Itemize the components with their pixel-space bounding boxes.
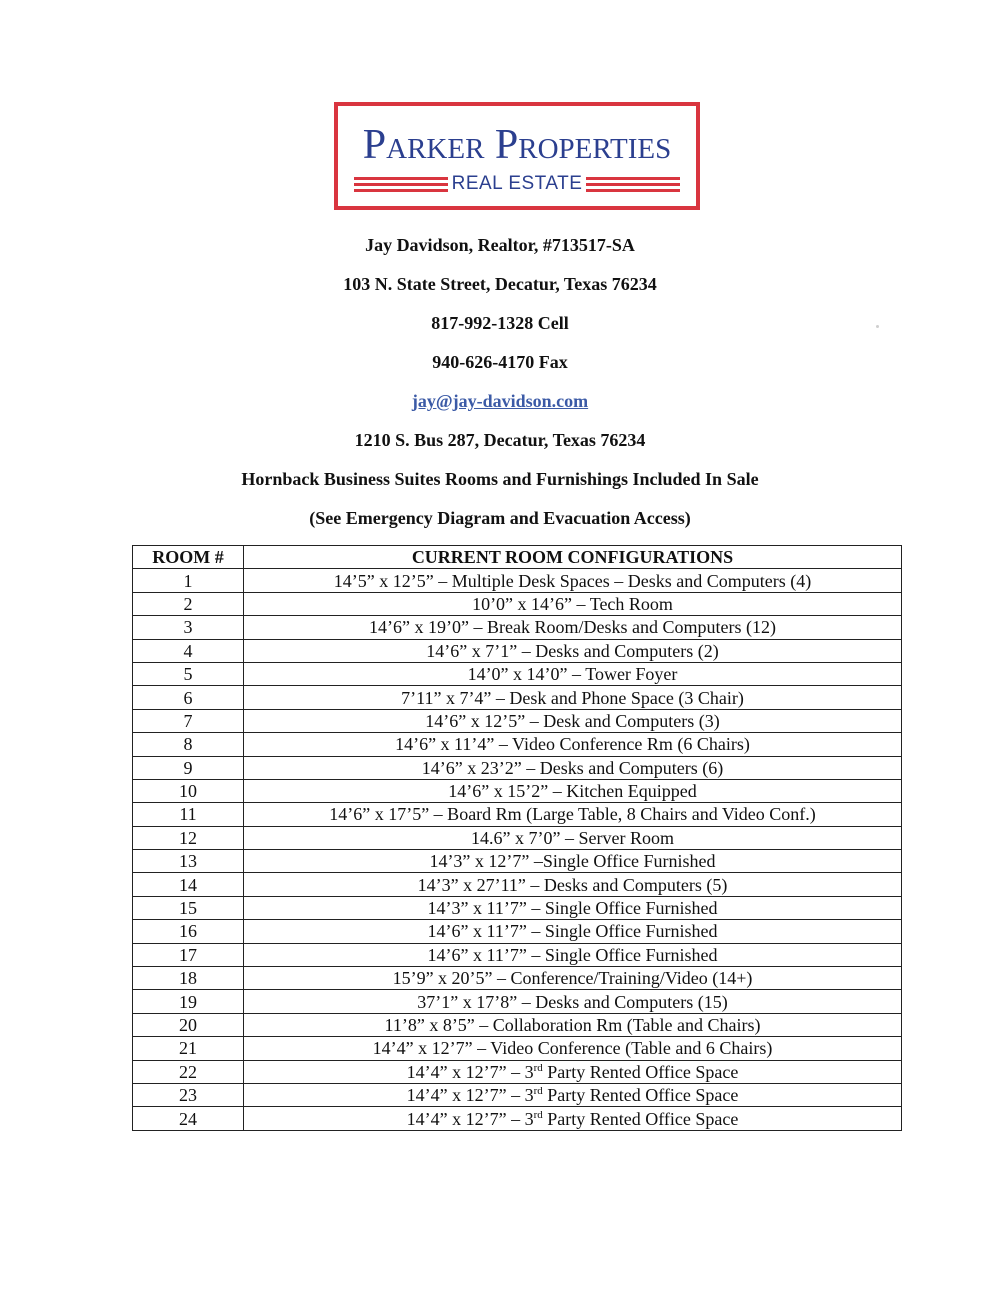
logo-tagline-row — [354, 172, 680, 196]
table-row — [133, 662, 902, 685]
room-number-cell: 24 — [133, 1107, 244, 1130]
room-number-cell: 20 — [133, 1013, 244, 1036]
table-row — [133, 1037, 902, 1060]
table-row — [133, 733, 902, 756]
room-configuration-cell: 14’6” x 11’7” – Single Office Furnished — [244, 920, 902, 943]
room-number-cell: 12 — [133, 826, 244, 849]
logo-stripes-left — [354, 177, 448, 192]
table-row — [133, 943, 902, 966]
room-number-cell: 3 — [133, 616, 244, 639]
room-number-cell: 2 — [133, 592, 244, 615]
table-row — [133, 709, 902, 732]
room-number-cell: 22 — [133, 1060, 244, 1083]
table-row — [133, 920, 902, 943]
room-number-cell: 15 — [133, 896, 244, 919]
room-configuration-cell: 14’0” x 14’0” – Tower Foyer — [244, 662, 902, 685]
room-configuration-cell: 14’3” x 12’7” –Single Office Furnished — [244, 850, 902, 873]
room-configuration-cell: 10’0” x 14’6” – Tech Room — [244, 592, 902, 615]
room-configuration-cell: 14’6” x 11’4” – Video Conference Rm (6 Chairs) — [244, 733, 902, 756]
table-header-row — [133, 546, 902, 569]
room-number-cell: 18 — [133, 967, 244, 990]
room-number-cell: 5 — [133, 662, 244, 685]
room-number-cell: 6 — [133, 686, 244, 709]
room-configuration-cell: 14’4” x 12’7” – 3rd Party Rented Office Space — [244, 1083, 902, 1106]
room-number-cell: 11 — [133, 803, 244, 826]
room-configuration-cell: 14’6” x 15’2” – Kitchen Equipped — [244, 779, 902, 802]
fax-number: 940-626-4170 Fax — [432, 352, 568, 372]
room-number-cell: 19 — [133, 990, 244, 1013]
room-configuration-cell: 14’3” x 27’11” – Desks and Computers (5) — [244, 873, 902, 896]
room-number-cell: 17 — [133, 943, 244, 966]
office-address: 103 N. State Street, Decatur, Texas 76234 — [343, 274, 657, 294]
table-row — [133, 850, 902, 873]
room-number-cell: 7 — [133, 709, 244, 732]
room-configuration-cell: 14’6” x 23’2” – Desks and Computers (6) — [244, 756, 902, 779]
table-row — [133, 1083, 902, 1106]
header-room-number: ROOM # — [133, 546, 244, 569]
header-configuration: CURRENT ROOM CONFIGURATIONS — [244, 546, 902, 569]
table-row — [133, 1107, 902, 1130]
logo-name: Parker Properties — [362, 122, 672, 168]
email-line — [0, 390, 1000, 412]
rooms-table — [132, 545, 902, 1131]
table-row — [133, 826, 902, 849]
room-configuration-cell: 14.6” x 7’0” – Server Room — [244, 826, 902, 849]
room-configuration-cell: 14’3” x 11’7” – Single Office Furnished — [244, 896, 902, 919]
room-number-cell: 13 — [133, 850, 244, 873]
room-configuration-cell: 14’6” x 19’0” – Break Room/Desks and Computers (12) — [244, 616, 902, 639]
table-row — [133, 569, 902, 592]
table-row — [133, 756, 902, 779]
rooms-table-body — [133, 569, 902, 1130]
scan-speck — [876, 325, 879, 328]
table-row — [133, 686, 902, 709]
room-configuration-cell: 37’1” x 17’8” – Desks and Computers (15) — [244, 990, 902, 1013]
room-configuration-cell: 14’4” x 12’7” – Video Conference (Table and 6 Chairs) — [244, 1037, 902, 1060]
room-configuration-cell: 14’6” x 11’7” – Single Office Furnished — [244, 943, 902, 966]
room-number-cell: 8 — [133, 733, 244, 756]
room-number-cell: 10 — [133, 779, 244, 802]
room-number-cell: 16 — [133, 920, 244, 943]
room-configuration-cell: 7’11” x 7’4” – Desk and Phone Space (3 Chair) — [244, 686, 902, 709]
table-row — [133, 1060, 902, 1083]
table-row — [133, 990, 902, 1013]
table-row — [133, 616, 902, 639]
document-title: Hornback Business Suites Rooms and Furnishings Included In Sale — [241, 469, 759, 489]
room-configuration-cell: 14’6” x 17’5” – Board Rm (Large Table, 8 Chairs and Video Conf.) — [244, 803, 902, 826]
room-number-cell: 21 — [133, 1037, 244, 1060]
table-row — [133, 1013, 902, 1036]
logo-stripes-right — [586, 177, 680, 192]
room-configuration-cell: 15’9” x 20’5” – Conference/Training/Video (14+) — [244, 967, 902, 990]
table-row — [133, 873, 902, 896]
document-note: (See Emergency Diagram and Evacuation Access) — [309, 508, 691, 528]
room-configuration-cell: 14’5” x 12’5” – Multiple Desk Spaces – Desks and Computers (4) — [244, 569, 902, 592]
room-number-cell: 14 — [133, 873, 244, 896]
room-number-cell: 4 — [133, 639, 244, 662]
room-configuration-cell: 11’8” x 8’5” – Collaboration Rm (Table and Chairs) — [244, 1013, 902, 1036]
realtor-name: Jay Davidson, Realtor, #713517-SA — [365, 235, 635, 255]
table-row — [133, 967, 902, 990]
table-row — [133, 896, 902, 919]
property-address: 1210 S. Bus 287, Decatur, Texas 76234 — [354, 430, 646, 450]
company-logo — [334, 102, 700, 210]
room-number-cell: 1 — [133, 569, 244, 592]
table-row — [133, 779, 902, 802]
room-configuration-cell: 14’4” x 12’7” – 3rd Party Rented Office Space — [244, 1060, 902, 1083]
table-row — [133, 639, 902, 662]
room-configuration-cell: 14’6” x 12’5” – Desk and Computers (3) — [244, 709, 902, 732]
table-row — [133, 803, 902, 826]
room-number-cell: 23 — [133, 1083, 244, 1106]
cell-phone: 817-992-1328 Cell — [431, 313, 569, 333]
logo-tagline: REAL ESTATE — [451, 173, 583, 194]
room-configuration-cell: 14’4” x 12’7” – 3rd Party Rented Office Space — [244, 1107, 902, 1130]
email-link[interactable]: jay@jay-davidson.com — [411, 391, 589, 411]
room-configuration-cell: 14’6” x 7’1” – Desks and Computers (2) — [244, 639, 902, 662]
room-number-cell: 9 — [133, 756, 244, 779]
table-row — [133, 592, 902, 615]
